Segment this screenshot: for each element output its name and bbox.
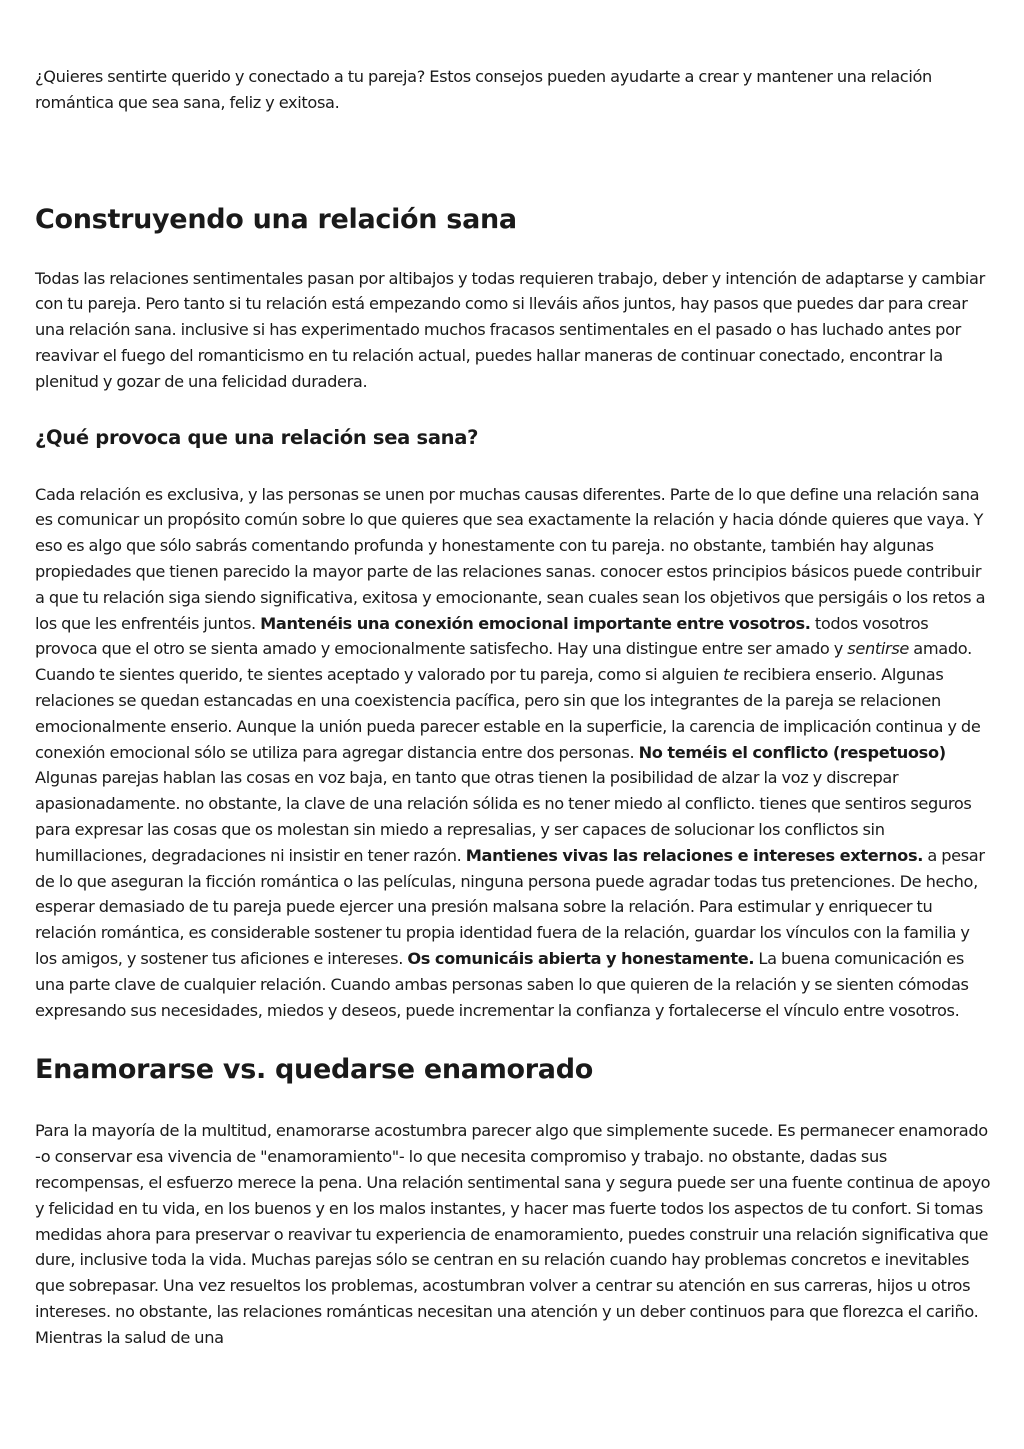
text-segment: todos vosotros provoca que el otro se sienta amado y emocionalmente satisfecho. Hay una distingue entre ser amado y [35, 613, 929, 659]
text-segment: Cada relación es exclusiva, y las personas se unen por muchas causas diferentes. Parte de lo que define una relación sana es comunicar un propósito común sobre lo que quieres que sea exactamente la relación y hacia dónde quieres que vaya. Y eso es algo que sólo sabrás comentando profunda y honestamente con tu pareja. no obstante, también hay algunas propiedades que tienen parecido la mayor parte de las relaciones sanas. conocer estos principios básicos puede contribuir a que tu relación siga siendo significativa, exitosa y emocionante, sean cuales sean los objetivos que persigáis o los retos a los que les enfrentéis juntos. [35, 484, 986, 633]
heading-what-makes-relationship-healthy: ¿Qué provoca que una relación sea sana? [35, 425, 479, 449]
heading-falling-vs-staying-in-love: Enamorarse vs. quedarse enamorado [35, 1054, 593, 1086]
italic-te: te [723, 665, 739, 685]
document-page [35, 64, 991, 1350]
heading-building-healthy-relationship: Construyendo una relación sana [35, 203, 517, 235]
text-segment: La buena comunicación es una parte clave de cualquier relación. Cuando ambas personas saben lo que quieren de la relación y se sienten cómodas expresando sus necesidades, miedos y deseos, puede incrementar la confianza y fortalecerse el vínculo entre vosotros. [35, 948, 969, 1020]
bold-emotional-connection: Mantenéis una conexión emocional importante entre vosotros. [260, 613, 811, 633]
text-segment: Algunas parejas hablan las cosas en voz baja, en tanto que otras tienen la posibilidad de alzar la voz y discrepar apasionadamente. no obstante, la clave de una relación sólida es no tener miedo al conflicto. tienes que sentiros seguros para expresar las cosas que os molestan sin miedo a represalias, y ser capaces de solucionar los conflictos sin humillaciones, degradaciones ni insistir en tener razón. [35, 768, 972, 865]
bold-conflict: No teméis el conflicto (respetuoso) [638, 742, 946, 762]
paragraph-what-makes-relationship-healthy [35, 482, 991, 1024]
text-segment: amado. Cuando te sientes querido, te sientes aceptado y valorado por tu pareja, como si alguien [35, 639, 972, 685]
bold-communication: Os comunicáis abierta y honestamente. [407, 948, 755, 968]
bold-external-interests: Mantienes vivas las relaciones e intereses externos. [465, 845, 924, 865]
paragraph-building-healthy-relationship: Todas las relaciones sentimentales pasan por altibajos y todas requieren trabajo, deber y intención de adaptarse y cambiar con tu pareja. Pero tanto si tu relación está empezando como si lleváis años juntos, hay pasos que puedes dar para crear una relación sana. inclusive si has experimentado muchos fracasos sentimentales en el pasado o has luchado antes por reavivar el fuego del romanticismo en tu relación actual, puedes hallar maneras de continuar conectado, encontrar la plenitud y gozar de una felicidad duradera. [35, 268, 985, 391]
intro-paragraph: ¿Quieres sentirte querido y conectado a tu pareja? Estos consejos pueden ayudarte a crear y mantener una relación romántica que sea sana, feliz y exitosa. [35, 67, 932, 112]
italic-sentirse: sentirse [847, 639, 910, 659]
text-segment: a pesar de lo que aseguran la ficción romántica o las películas, ninguna persona puede agradar todas tus pretenciones. De hecho, esperar demasiado de tu pareja puede ejercer una presión malsana sobre la relación. Para estimular y enriquecer tu relación romántica, es considerable sostener tu propia identidad fuera de la relación, guardar los vínculos con la familia y los amigos, y sostener tus aficiones e intereses. [35, 845, 985, 968]
paragraph-falling-vs-staying-in-love: Para la mayoría de la multitud, enamorarse acostumbra parecer algo que simplemente sucede. Es permanecer enamorado -o conservar esa vivencia de "enamoramiento"- lo que necesita compromiso y trabajo. no obstante, dadas sus recompensas, el esfuerzo merece la pena. Una relación sentimental sana y segura puede ser una fuente continua de apoyo y felicidad en tu vida, en los buenos y en los malos instantes, y hacer mas fuerte todos los aspectos de tu confort. Si tomas medidas ahora para preservar o reavivar tu experiencia de enamoramiento, puedes construir una relación significativa que dure, inclusive toda la vida. Muchas parejas sólo se centran en su relación cuando hay problemas concretos e inevitables que sobrepasar. Una vez resueltos los problemas, acostumbran volver a centrar su atención en sus carreras, hijos u otros intereses. no obstante, las relaciones románticas necesitan una atención y un deber continuos para que florezca el cariño. Mientras la salud de una [35, 1121, 991, 1347]
text-segment: recibiera enserio. Algunas relaciones se quedan estancadas en una coexistencia pacífica, pero sin que los integrantes de la pareja se relacionen emocionalmente enserio. Aunque la unión pueda parecer estable en la superficie, la carencia de implicación continua y de conexión emocional sólo se utiliza para agregar distancia entre dos personas. [35, 665, 981, 762]
